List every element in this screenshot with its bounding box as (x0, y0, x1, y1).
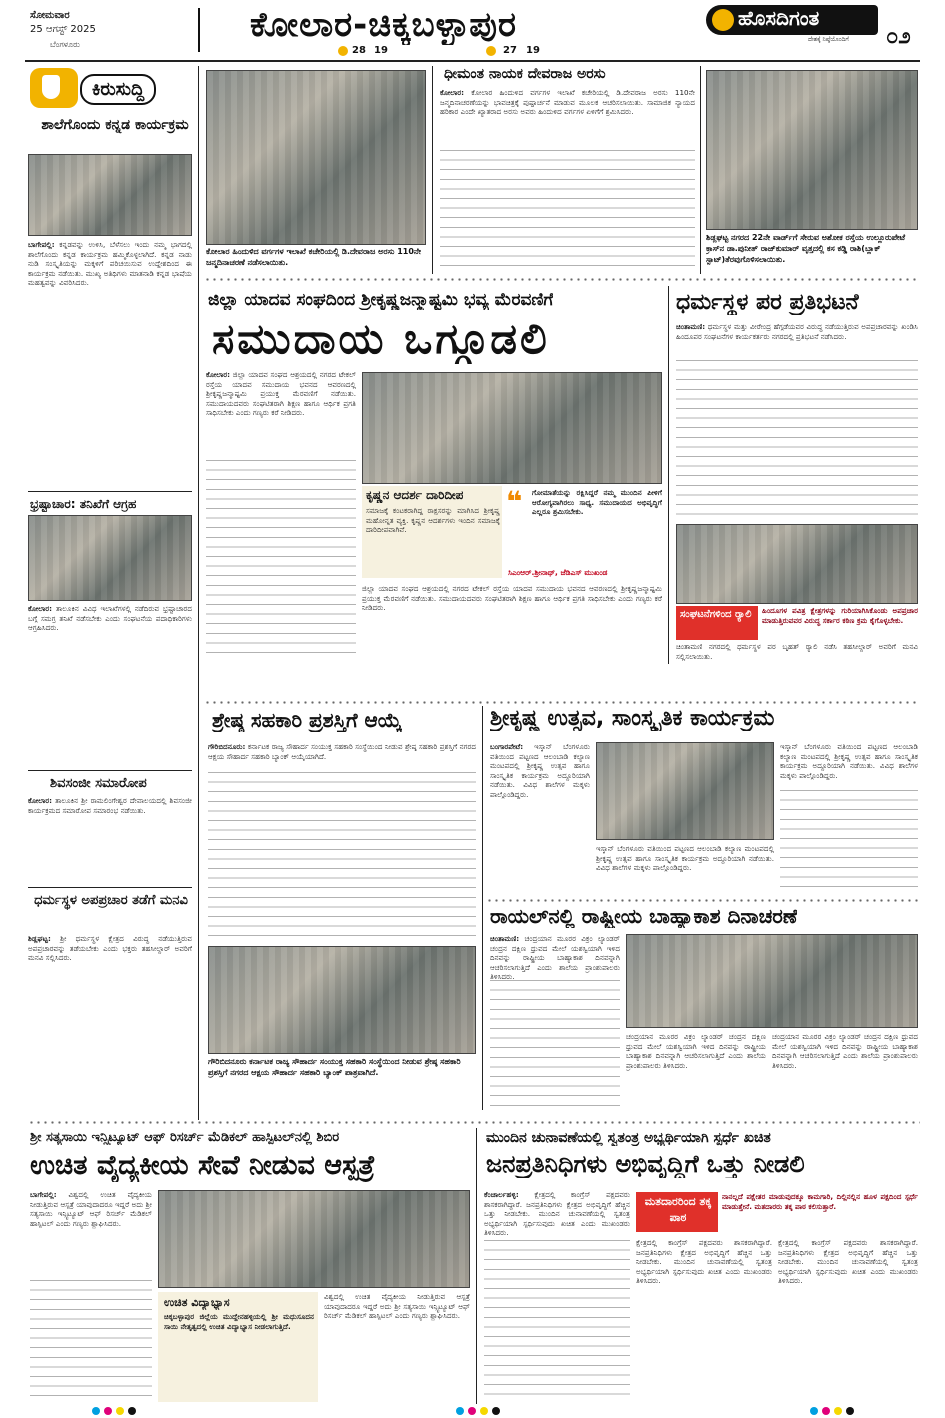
mid-story3-text-2 (626, 1032, 766, 1108)
col1-story2-photo (28, 515, 192, 601)
mid-story1-body: ಕರ್ನಾಟಕ ರಾಜ್ಯ ಸೌಹಾರ್ದ ಸಂಯುಕ್ತ ಸಹಕಾರಿ ಸಂಸ್ಥೆಯಿಂದ ನೀಡುವ ಶ್ರೇಷ್ಠ ಸಹಕಾರಿ ಪ್ರಶಸ್ತಿಗೆ ನಗರದ ಆಕ್ಷಯ ಸೌಹಾರ್ದ ಸಹಕಾರಿ ಬ್ಯಾಂಕ್ ಆಯ್ಕೆಯಾಗಿದೆ. (208, 742, 476, 761)
mid-story1-photo (208, 946, 476, 1054)
bottom-left-body: ವಿಶ್ವದಲ್ಲಿ ಉಚಿತ ವೈದ್ಯಕೀಯ ನೀಡುತ್ತಿರುವ ಆಸ್ಪತ್ರೆ ಯಾವುದಾದರೂ ಇದ್ದರೆ ಅದು ಶ್ರೀ ಸತ್ಯಸಾಯಿ ಇನ್ಸ್ಟಿಟ್ಯೂಟ್ ಆಫ್ ರಿಸರ್ಚ್ ಮೆಡಿಕಲ್ ಹಾಸ್ಪಿಟಲ್ ಎಂದು ಗಣ್ಯರು ಶ್ಲಾಘಿಸಿದರು. (30, 1190, 152, 1228)
right1-badge-caption: ಹಿಂದೂಗಳ ಪವಿತ್ರ ಕ್ಷೇತ್ರಗಳನ್ನು ಗುರಿಯಾಗಿಸಿಕೊಂಡು ಅಪಪ್ರಚಾರ ಮಾಡುತ್ತಿರುವವರ ವಿರುದ್ಧ ಸರ್ಕಾರ ಕಠಿಣ ಕ್ರಮ ಕೈಗೊಳ್ಳಬೇಕು. (762, 606, 918, 625)
bottom-right-headline: ಜನಪ್ರತಿನಿಧಿಗಳು ಅಭಿವೃದ್ಧಿಗೆ ಒತ್ತು ನೀಡಲಿ (486, 1150, 805, 1178)
brand-name: ಹೊಸದಿಗಂತ (738, 6, 820, 30)
lead-text-2 (362, 584, 662, 664)
top-story1-body: ಕೋಲಾರ ಹಿಂದುಳಿದ ವರ್ಗಗಳ ಇಲಾಖೆ ಕಚೇರಿಯಲ್ಲಿ ಡಿ.ದೇವರಾಜ ಅರಸು 110ನೇ ಜನ್ಮದಿನಾಚರಣೆಯನ್ನು ಭಾವಚಿತ್ರಕ್ಕೆ ಪುಷ್ಪಾರ್ಚನೆ ಮಾಡುವ ಮೂಲಕ ಆಚರಿಸಲಾಯಿತು. ಸಾಮಾಜಿಕ ನ್ಯಾಯದ ಹರಿಕಾರ ಎಂದೇ ಖ್ಯಾತರಾದ ಅರಸು ಅವರು ಹಿಂದುಳಿದ ವರ್ಗಗಳ ಏಳಿಗೆಗೆ ಶ್ರಮಿಸಿದರು. (440, 88, 695, 117)
quote-icon: ❝ (506, 485, 523, 518)
mid-story3-photo (626, 934, 918, 1028)
masthead-weekday: ಸೋಮವಾರ (30, 10, 70, 21)
bottom-right-filler (484, 1240, 630, 1400)
bottom-right-body-col3: ಕ್ಷೇತ್ರದಲ್ಲಿ ಕಾಂಗ್ರೆಸ್ ಪಕ್ಷದವರು ಶಾಸಕರಾಗಿದ್ದಾರೆ. ಜನಪ್ರತಿನಿಧಿಗಳು ಕ್ಷೇತ್ರದ ಅಭಿವೃದ್ಧಿಗೆ ಹೆಚ್ಚಿನ ಒತ್ತು ನೀಡಬೇಕು. ಮುಂದಿನ ಚುನಾವಣೆಯಲ್ಲಿ ಸ್ವತಂತ್ರ ಅಭ್ಯರ್ಥಿಯಾಗಿ ಸ್ಪರ್ಧಿಸುವುದು ಖಚಿತ ಎಂದು ಮುಖಂಡರು ತಿಳಿಸಿದರು. (778, 1238, 918, 1286)
bottom-left-dateline: ಬಾಗೇಪಲ್ಲಿ: (30, 1190, 57, 1199)
right1-footer: ಚಿಂತಾಮಣಿ ನಗರದಲ್ಲಿ ಧರ್ಮಸ್ಥಳ ಪರ ಬೃಹತ್ ರ್‍ಯಾಲಿ ನಡೆಸಿ ತಹಸೀಲ್ದಾರ್ ಅವರಿಗೆ ಮನವಿ ಸಲ್ಲಿಸಲಾಯಿತು. (676, 642, 918, 661)
col1-story4-text (28, 934, 192, 1114)
bottom-right-text-3 (778, 1238, 918, 1398)
col1-story1-photo (28, 154, 192, 236)
col1-story1-dateline: ಬಾಗೇಪಲ್ಲಿ: (28, 240, 55, 249)
lead-text-filler-1 (206, 460, 356, 660)
mid-vrule (482, 706, 483, 1110)
lead-kicker: ಜಿಲ್ಲಾ ಯಾದವ ಸಂಘದಿಂದ ಶ್ರೀಕೃಷ್ಣಜನ್ಮಾಷ್ಟಮಿ ಭವ್ಯ ಮೆರವಣಿಗೆ (208, 290, 554, 310)
mid-story3-body: ಚಂದ್ರಯಾನ ಮೂರರ ವಿಕ್ರಂ ಲ್ಯಾಂಡರ್ ಚಂದ್ರನ ದಕ್ಷಿಣ ಧ್ರುವದ ಮೇಲೆ ಯಶಸ್ವಿಯಾಗಿ ಇಳಿದ ದಿನವನ್ನು ರಾಷ್ಟ್ರೀಯ ಬಾಹ್ಯಾಕಾಶ ದಿನವನ್ನಾಗಿ ಆಚರಿಸಲಾಗುತ್ತಿದೆ ಎಂದು ಶಾಲೆಯ ಪ್ರಾಂಶುಪಾಲರು ತಿಳಿಸಿದರು. (490, 934, 620, 982)
lead-right-vrule (668, 286, 669, 664)
mid-story2-text-2 (596, 844, 774, 894)
masthead-rule (25, 60, 920, 62)
mid-story2-body: ಇಸ್ಕಾನ್ ಬೆಂಗಳೂರು ವತಿಯಿಂದ ಪಟ್ಟಣದ ಆಲಂಬಾಡಿ ಕಲ್ಯಾಣ ಮಂಟಪದಲ್ಲಿ ಶ್ರೀಕೃಷ್ಣ ಉತ್ಸವ ಹಾಗೂ ಸಾಂಸ್ಕೃತಿಕ ಕಾರ್ಯಕ್ರಮ ಅದ್ದೂರಿಯಾಗಿ ನಡೆಯಿತು. ವಿವಿಧ ಶಾಲೆಗಳ ಮಕ್ಕಳು ಪಾಲ್ಗೊಂಡಿದ್ದರು. (490, 742, 590, 799)
bottom-left-text-2 (324, 1292, 470, 1400)
mid-story2-photo (596, 742, 774, 840)
top-story1-headline: ಧೀಮಂತ ನಾಯಕ ದೇವರಾಜ ಅರಸು (444, 66, 606, 82)
mid-story3-headline: ರಾಯಲ್‌ನಲ್ಲಿ ರಾಷ್ಟ್ರೀಯ ಬಾಹ್ಯಾಕಾಶ ದಿನಾಚರಣೆ (490, 904, 798, 928)
mid-story3-body-cont: ಚಂದ್ರಯಾನ ಮೂರರ ವಿಕ್ರಂ ಲ್ಯಾಂಡರ್ ಚಂದ್ರನ ದಕ್ಷಿಣ ಧ್ರುವದ ಮೇಲೆ ಯಶಸ್ವಿಯಾಗಿ ಇಳಿದ ದಿನವನ್ನು ರಾಷ್ಟ್ರೀಯ ಬಾಹ್ಯಾಕಾಶ ದಿನವನ್ನಾಗಿ ಆಚರಿಸಲಾಗುತ್ತಿದೆ ಎಂದು ಶಾಲೆಯ ಪ್ರಾಂಶುಪಾಲರು ತಿಳಿಸಿದರು. (626, 1032, 766, 1070)
kirusuddi-finger-icon (42, 75, 60, 99)
reg-dot-black (846, 1407, 854, 1415)
bottom-left-headline: ಉಚಿತ ವೈದ್ಯಕೀಯ ಸೇವೆ ನೀಡುವ ಆಸ್ಪತ್ರೆ (30, 1150, 376, 1181)
right1-body: ಧರ್ಮಸ್ಥಳ ಮತ್ತು ವೀರೇಂದ್ರ ಹೆಗ್ಗಡೆಯವರ ವಿರುದ್ಧ ನಡೆಯುತ್ತಿರುವ ಅಪಪ್ರಚಾರವನ್ನು ಖಂಡಿಸಿ ಹಿಂದೂಪರ ಸಂಘಟನೆಗಳ ಕಾರ್ಯಕರ್ತರು ನಗರದಲ್ಲಿ ಪ್ರತಿಭಟನೆ ನಡೆಸಿದರು. (676, 322, 918, 341)
reg-dot-yellow (480, 1407, 488, 1415)
mid-story1-dateline: ಗೌರಿಬಿದನೂರು: (208, 742, 246, 751)
lead-body-cont: ಜಿಲ್ಲಾ ಯಾದವ ಸಂಘದ ಆಶ್ರಯದಲ್ಲಿ ನಗರದ ಟೇಕಲ್ ರಸ್ತೆಯ ಯಾದವ ಸಮುದಾಯ ಭವನದ ಆವರಣದಲ್ಲಿ ಶ್ರೀಕೃಷ್ಣಜನ್ಮಾಷ್ಟಮಿ ಪ್ರಯುಕ್ತ ಮೆರವಣಿಗೆ ನಡೆಯಿತು. ಸಮುದಾಯದವರು ಸಂಘಟಿತರಾಗಿ ಶಿಕ್ಷಣ ಹಾಗೂ ಆರ್ಥಿಕ ಪ್ರಗತಿ ಸಾಧಿಸಬೇಕು ಎಂದು ಗಣ್ಯರು ಕರೆ ನೀಡಿದರು. (362, 584, 662, 613)
weather-temp-min-2: 19 (526, 45, 540, 56)
col1-rule-1 (28, 491, 192, 492)
reg-dot-magenta (822, 1407, 830, 1415)
masthead-date: 25 ಆಗಸ್ಟ್ 2025 (30, 24, 96, 35)
reg-dot-cyan (456, 1407, 464, 1415)
registration-marks-center (456, 1407, 500, 1415)
registration-marks-right (810, 1407, 854, 1415)
col1-story4-headline: ಧರ್ಮಸ್ಥಳ ಅಪಪ್ರಚಾರ ತಡೆಗೆ ಮನವಿ (34, 893, 188, 908)
weather-temp-min-1: 19 (374, 45, 388, 56)
mid-story2-text (490, 742, 590, 894)
bottom-right-body-cont: ಕ್ಷೇತ್ರದಲ್ಲಿ ಕಾಂಗ್ರೆಸ್ ಪಕ್ಷದವರು ಶಾಸಕರಾಗಿದ್ದಾರೆ. ಜನಪ್ರತಿನಿಧಿಗಳು ಕ್ಷೇತ್ರದ ಅಭಿವೃದ್ಧಿಗೆ ಹೆಚ್ಚಿನ ಒತ್ತು ನೀಡಬೇಕು. ಮುಂದಿನ ಚುನಾವಣೆಯಲ್ಲಿ ಸ್ವತಂತ್ರ ಅಭ್ಯರ್ಥಿಯಾಗಿ ಸ್ಪರ್ಧಿಸುವುದು ಖಚಿತ ಎಂದು ಮುಖಂಡರು ತಿಳಿಸಿದರು. (636, 1238, 772, 1286)
top-story1-dateline: ಕೋಲಾರ: (440, 88, 465, 97)
reg-dot-black (128, 1407, 136, 1415)
top-photo-2-caption: ಶಿಡ್ಲಘಟ್ಟ ನಗರದ 22ನೇ ವಾರ್ಡ್‌ಗೆ ಸೇರುವ ಅಶೋಕ ರಸ್ತೆಯ ಉಲ್ಲೂರುಪೇಟೆ ಕ್ರಾಸ್‌ನ ಡಾ.ಪುನೀತ್ ರಾಜ್‌ಕುಮಾರ್ ವೃತ್ತದಲ್ಲಿ ಕಸ ಕಡ್ಡಿ ರಾಶಿ(ಬ್ಲಾಕ್ ಸ್ಪಾಟ್)ತೆರವುಗೊಳಿಸಲಾಯಿತು. (706, 233, 906, 264)
col1-story2-text (28, 604, 192, 784)
registration-marks-left (92, 1407, 136, 1415)
col1-story1-body: ಕನ್ನಡವನ್ನು ಉಳಿಸಿ, ಬೆಳೆಸಲು ಇಂದು ನಮ್ಮ ಭಾಗದಲ್ಲಿ ಶಾಲೆಗೊಂದು ಕನ್ನಡ ಕಾರ್ಯಕ್ರಮ ಹಮ್ಮಿಕೊಳ್ಳಲಾಗಿದೆ. ಕನ್ನಡ ನಾಡು ನುಡಿ ಸಂಸ್ಕೃತಿಯನ್ನು ಮಕ್ಕಳಿಗೆ ಪರಿಚಯಿಸುವ ಉದ್ದೇಶದಿಂದ ಈ ಕಾರ್ಯಕ್ರಮ ನಡೆಯಿತು. ಮುಖ್ಯ ಅತಿಥಿಗಳು ಮಾತನಾಡಿ ಕನ್ನಡ ಭಾಷೆಯ ಮಹತ್ವವನ್ನು ವಿವರಿಸಿದರು. (28, 240, 192, 288)
mid-story3-body-col3: ಚಂದ್ರಯಾನ ಮೂರರ ವಿಕ್ರಂ ಲ್ಯಾಂಡರ್ ಚಂದ್ರನ ದಕ್ಷಿಣ ಧ್ರುವದ ಮೇಲೆ ಯಶಸ್ವಿಯಾಗಿ ಇಳಿದ ದಿನವನ್ನು ರಾಷ್ಟ್ರೀಯ ಬಾಹ್ಯಾಕಾಶ ದಿನವನ್ನಾಗಿ ಆಚರಿಸಲಾಗುತ್ತಿದೆ ಎಂದು ಶಾಲೆಯ ಪ್ರಾಂಶುಪಾಲರು ತಿಳಿಸಿದರು. (772, 1032, 918, 1070)
bottom-right-kicker: ಮುಂದಿನ ಚುನಾವಣೆಯಲ್ಲಿ ಸ್ವತಂತ್ರ ಅಭ್ಯರ್ಥಿಯಾಗಿ ಸ್ಪರ್ಧೆ ಖಚಿತ (486, 1130, 771, 1146)
bottom-left-body-cont: ವಿಶ್ವದಲ್ಲಿ ಉಚಿತ ವೈದ್ಯಕೀಯ ನೀಡುತ್ತಿರುವ ಆಸ್ಪತ್ರೆ ಯಾವುದಾದರೂ ಇದ್ದರೆ ಅದು ಶ್ರೀ ಸತ್ಯಸಾಯಿ ಇನ್ಸ್ಟಿಟ್ಯೂಟ್ ಆಫ್ ರಿಸರ್ಚ್ ಮೆಡಿಕಲ್ ಹಾಸ್ಪಿಟಲ್ ಎಂದು ಗಣ್ಯರು ಶ್ಲಾಘಿಸಿದರು. (324, 1292, 470, 1321)
top-vrule-2 (700, 66, 701, 274)
right1-photo (676, 524, 918, 604)
weather-sun-icon-1 (338, 46, 348, 56)
col1-story3-body: ತಾಲೂಕಿನ ಶ್ರೀ ರಾಮಲಿಂಗೇಶ್ವರ ದೇವಾಲಯದಲ್ಲಿ ಶಿವಸಂಜೀ ಕಾರ್ಯಕ್ರಮದ ಸಮಾರೋಪ ಸಮಾರಂಭ ನಡೆಯಿತು. (28, 796, 192, 815)
bottom-left-filler (30, 1280, 152, 1398)
divider-dots-3 (486, 898, 920, 903)
bottom-vrule (476, 1128, 477, 1404)
lead-body: ಜಿಲ್ಲಾ ಯಾದವ ಸಂಘದ ಆಶ್ರಯದಲ್ಲಿ ನಗರದ ಟೇಕಲ್ ರಸ್ತೆಯ ಯಾದವ ಸಮುದಾಯ ಭವನದ ಆವರಣದಲ್ಲಿ ಶ್ರೀಕೃಷ್ಣಜನ್ಮಾಷ್ಟಮಿ ಪ್ರಯುಕ್ತ ಮೆರವಣಿಗೆ ನಡೆಯಿತು. ಸಮುದಾಯದವರು ಸಂಘಟಿತರಾಗಿ ಶಿಕ್ಷಣ ಹಾಗೂ ಆರ್ಥಿಕ ಪ್ರಗತಿ ಸಾಧಿಸಬೇಕು ಎಂದು ಗಣ್ಯರು ಕರೆ ನೀಡಿದರು. (206, 370, 356, 418)
lead-quote-text: ಗೋಮಾತೆಯನ್ನು ರಕ್ಷಿಸಿದ್ದರೆ ನಮ್ಮ ಮುಂದಿನ ಪೀಳಿಗೆ ಆರೋಗ್ಯವಾಗಿರಲು ಸಾಧ್ಯ. ಸಮುದಾಯದ ಅಭಿವೃದ್ಧಿಗೆ ಎಲ್ಲರೂ ಶ್ರಮಿಸಬೇಕು. (532, 488, 662, 517)
top-photo-2 (706, 70, 918, 230)
right1-badge-text: ಸಂಘಟನೆಗಳಿಂದ ರ್‍ಯಾಲಿ (680, 609, 752, 620)
mid-story2-headline: ಶ್ರೀಕೃಷ್ಣ ಉತ್ಸವ, ಸಾಂಸ್ಕೃತಿಕ ಕಾರ್ಯಕ್ರಮ (490, 706, 775, 731)
reg-dot-yellow (834, 1407, 842, 1415)
mid-story2-dateline: ಬಂಗಾರಪೇಟೆ: (490, 742, 524, 751)
divider-dots-2 (204, 700, 920, 705)
mid-story1-filler (208, 772, 476, 938)
top-vrule-1 (432, 66, 433, 274)
bottom-right-badge-text: ಮತದಾರರಿಂದ ತಕ್ಕ ಪಾಠ (644, 1195, 712, 1224)
right1-text-filler (676, 360, 918, 520)
reg-dot-magenta (468, 1407, 476, 1415)
page-number: ೦೨ (886, 24, 911, 49)
lead-quote-author: ಸಿಎಂಆರ್.ಶ್ರೀನಾಥ್, ಜೆಡಿಎಸ್ ಮುಖಂಡ (508, 568, 608, 577)
mid-story3-text-3 (772, 1032, 918, 1108)
weather-temp-max-1: 28 (352, 45, 366, 56)
brand-emblem-icon (712, 9, 734, 31)
reg-dot-cyan (92, 1407, 100, 1415)
top-photo-1-caption: ಕೋಲಾರ ಹಿಂದುಳಿದ ವರ್ಗಗಳ ಇಲಾಖೆ ಕಚೇರಿಯಲ್ಲಿ ಡಿ.ದೇವರಾಜ ಅರಸು 110ನೇ ಜನ್ಮದಿನಾಚರಣೆ ನಡೆಸಲಾಯಿತು. (206, 247, 422, 267)
col1-story3-text (28, 796, 192, 886)
weather-temp-max-2: 27 (503, 45, 517, 56)
divider-dots-4 (28, 1120, 920, 1125)
col1-vertical-rule (198, 66, 199, 1120)
reg-dot-yellow (116, 1407, 124, 1415)
mid-story1-caption: ಗೌರಿಬಿದನೂರು ಕರ್ನಾಟಕ ರಾಜ್ಯ ಸೌಹಾರ್ದ ಸಂಯುಕ್ತ ಸಹಕಾರಿ ಸಂಸ್ಥೆಯಿಂದ ನೀಡುವ ಶ್ರೇಷ್ಠ ಸಹಕಾರಿ ಪ್ರಶಸ್ತಿಗೆ ನಗರದ ಆಕ್ಷಯ ಸೌಹಾರ್ದ ಸಹಕಾರಿ ಬ್ಯಾಂಕ್ ಪಾತ್ರವಾಗಿದೆ. (208, 1057, 461, 1077)
col1-rule-3 (28, 887, 192, 888)
col1-story1-headline: ಶಾಲೆಗೊಂದು ಕನ್ನಡ ಕಾರ್ಯಕ್ರಮ (41, 117, 189, 133)
col1-story3-dateline: ಕೋಲಾರ: (28, 796, 53, 805)
mid-story2-body-cont: ಇಸ್ಕಾನ್ ಬೆಂಗಳೂರು ವತಿಯಿಂದ ಪಟ್ಟಣದ ಆಲಂಬಾಡಿ ಕಲ್ಯಾಣ ಮಂಟಪದಲ್ಲಿ ಶ್ರೀಕೃಷ್ಣ ಉತ್ಸವ ಹಾಗೂ ಸಾಂಸ್ಕೃತಿಕ ಕಾರ್ಯಕ್ರಮ ಅದ್ದೂರಿಯಾಗಿ ನಡೆಯಿತು. ವಿವಿಧ ಶಾಲೆಗಳ ಮಕ್ಕಳು ಪಾಲ್ಗೊಂಡಿದ್ದರು. (596, 844, 774, 873)
mid-story3-filler (490, 980, 620, 1106)
reg-dot-magenta (104, 1407, 112, 1415)
top-photo-1 (206, 70, 426, 245)
col1-story2-headline: ಭ್ರಷ್ಟಾಚಾರ: ತನಿಖೆಗೆ ಆಗ್ರಹ (30, 497, 137, 511)
bottom-right-box-text: ನಾನಲ್ಲದೆ ಪಕ್ಷೇತರ ಮಾಡುವುದಕ್ಕೂ ಕಾಮಗಾರಿ, ದಿಲ್ಲಿನಲ್ಲಿನ ಹೂಳ ಪಕ್ಷದಿಂದ ಸ್ಪರ್ಧೆ ಮಾಡುತ್ತೇನೆ. ಮತದಾರರು ತಕ್ಕ ಪಾಠ ಕಲಿಸುತ್ತಾರೆ. (722, 1192, 918, 1211)
reg-dot-black (492, 1407, 500, 1415)
bottom-left-photo (158, 1190, 470, 1288)
lead-box-title: ಕೃಷ್ಣನ ಆದರ್ಶ ದಾರಿದೀಪ (366, 488, 464, 502)
mid-story2-body-col3: ಇಸ್ಕಾನ್ ಬೆಂಗಳೂರು ವತಿಯಿಂದ ಪಟ್ಟಣದ ಆಲಂಬಾಡಿ ಕಲ್ಯಾಣ ಮಂಟಪದಲ್ಲಿ ಶ್ರೀಕೃಷ್ಣ ಉತ್ಸವ ಹಾಗೂ ಸಾಂಸ್ಕೃತಿಕ ಕಾರ್ಯಕ್ರಮ ಅದ್ದೂರಿಯಾಗಿ ನಡೆಯಿತು. ವಿವಿಧ ಶಾಲೆಗಳ ಮಕ್ಕಳು ಪಾಲ್ಗೊಂಡಿದ್ದರು. (780, 742, 918, 780)
bottom-right-body: ಕ್ಷೇತ್ರದಲ್ಲಿ ಕಾಂಗ್ರೆಸ್ ಪಕ್ಷದವರು ಶಾಸಕರಾಗಿದ್ದಾರೆ. ಜನಪ್ರತಿನಿಧಿಗಳು ಕ್ಷೇತ್ರದ ಅಭಿವೃದ್ಧಿಗೆ ಹೆಚ್ಚಿನ ಒತ್ತು ನೀಡಬೇಕು. ಮುಂದಿನ ಚುನಾವಣೆಯಲ್ಲಿ ಸ್ವತಂತ್ರ ಅಭ್ಯರ್ಥಿಯಾಗಿ ಸ್ಪರ್ಧಿಸುವುದು ಖಚಿತ ಎಂದು ಮುಖಂಡರು ತಿಳಿಸಿದರು. (484, 1190, 630, 1238)
divider-dots-1 (204, 277, 920, 282)
lead-box-text: ಸಮಾಜಕ್ಕೆ ಕಂಟಕರಾಗಿದ್ದ ರಾಕ್ಷಸರನ್ನು ಮಾಗಿಸಿದ ಶ್ರೀಕೃಷ್ಣ ಮಹೋನ್ನತ ವ್ಯಕ್ತಿ. ಕೃಷ್ಣನ ಆದರ್ಶಗಳು ಇಂದಿನ ಸಮಾಜಕ್ಕೆ ದಾರಿದೀಪವಾಗಿವೆ. (366, 506, 500, 535)
reg-dot-cyan (810, 1407, 818, 1415)
col1-story4-dateline: ಶಿಡ್ಲಘಟ್ಟ: (28, 934, 51, 943)
weather-sun-icon-2 (486, 46, 496, 56)
right1-dateline: ಚಿಂತಾಮಣಿ: (676, 322, 706, 331)
bottom-left-box-text: ಚಿಕ್ಕಬಳ್ಳಾಪುರ ಜಿಲ್ಲೆಯ ಮುದ್ದೇನಹಳ್ಳಿಯಲ್ಲಿ ಶ್ರೀ ಮಧುಸೂದನ ಸಾಯಿ ನೇತೃತ್ವದಲ್ಲಿ ಉಚಿತ ವಿದ್ಯಾಭ್ಯಾಸ ನೀಡಲಾಗುತ್ತಿದೆ. (164, 1312, 314, 1331)
mid-story1-headline: ಶ್ರೇಷ್ಠ ಸಹಕಾರಿ ಪ್ರಶಸ್ತಿಗೆ ಆಯ್ಕೆ (212, 708, 402, 732)
kirusuddi-label: ಕಿರುಸುದ್ದಿ (80, 74, 156, 105)
col1-rule-2 (28, 770, 192, 771)
mid-story2-filler (780, 790, 918, 890)
lead-headline: ಸಮುದಾಯ ಒಗ್ಗೂಡಲಿ (212, 314, 550, 363)
masthead (0, 0, 945, 58)
col1-story4-body: ಶ್ರೀ ಧರ್ಮಸ್ಥಳ ಕ್ಷೇತ್ರದ ವಿರುದ್ಧ ನಡೆಯುತ್ತಿರುವ ಅಪಪ್ರಚಾರವನ್ನು ತಡೆಯಬೇಕು ಎಂದು ಭಕ್ತರು ತಹಸೀಲ್ದಾರ್ ಅವರಿಗೆ ಮನವಿ ಸಲ್ಲಿಸಿದರು. (28, 934, 192, 963)
brand-tagline: ದೇಶಕ್ಕೆ ನಿಷ್ಠೆಯೊಂದಿಗೆ (808, 36, 849, 43)
top-story1-filler (440, 150, 695, 270)
col1-story2-dateline: ಕೋಲಾರ: (28, 604, 53, 613)
col1-story3-headline: ಶಿವಸಂಜೀ ಸಮಾರೋಪ (50, 776, 147, 791)
bottom-left-kicker: ಶ್ರೀ ಸತ್ಯಸಾಯಿ ಇನ್ಸ್ಟಿಟ್ಯೂಟ್ ಆಫ್ ರಿಸರ್ಚ್ ಮೆಡಿಕಲ್ ಹಾಸ್ಪಿಟಲ್‌ನಲ್ಲಿ ಶಿಬಿರ (30, 1130, 340, 1145)
col1-story2-body: ತಾಲೂಕಿನ ವಿವಿಧ ಇಲಾಖೆಗಳಲ್ಲಿ ನಡೆದಿರುವ ಭ್ರಷ್ಟಾಚಾರದ ಬಗ್ಗೆ ಸಮಗ್ರ ತನಿಖೆ ನಡೆಸಬೇಕು ಎಂದು ಸಂಘಟನೆಯ ಪದಾಧಿಕಾರಿಗಳು ಆಗ್ರಹಿಸಿದರು. (28, 604, 192, 633)
mid-story3-dateline: ಚಿಂತಾಮಣಿ: (490, 934, 520, 943)
bottom-left-box-title: ಉಚಿತ ವಿದ್ಯಾಭ್ಯಾಸ (164, 1296, 230, 1309)
right1-headline: ಧರ್ಮಸ್ಥಳ ಪರ ಪ್ರತಿಭಟನೆ (676, 290, 859, 315)
bottom-right-text-2 (636, 1238, 772, 1398)
lead-dateline: ಕೋಲಾರ: (206, 370, 231, 379)
col1-story1-text (28, 240, 192, 500)
lead-photo (362, 372, 662, 484)
bottom-right-dateline: ಕೆಂಚಾರ್ಲಹಳ್ಳಿ: (484, 1190, 519, 1199)
masthead-city: ಬೆಂಗಳೂರು (50, 40, 80, 49)
masthead-divider (198, 8, 200, 52)
edition-title: ಕೋಲಾರ-ಚಿಕ್ಕಬಳ್ಳಾಪುರ (250, 5, 517, 45)
